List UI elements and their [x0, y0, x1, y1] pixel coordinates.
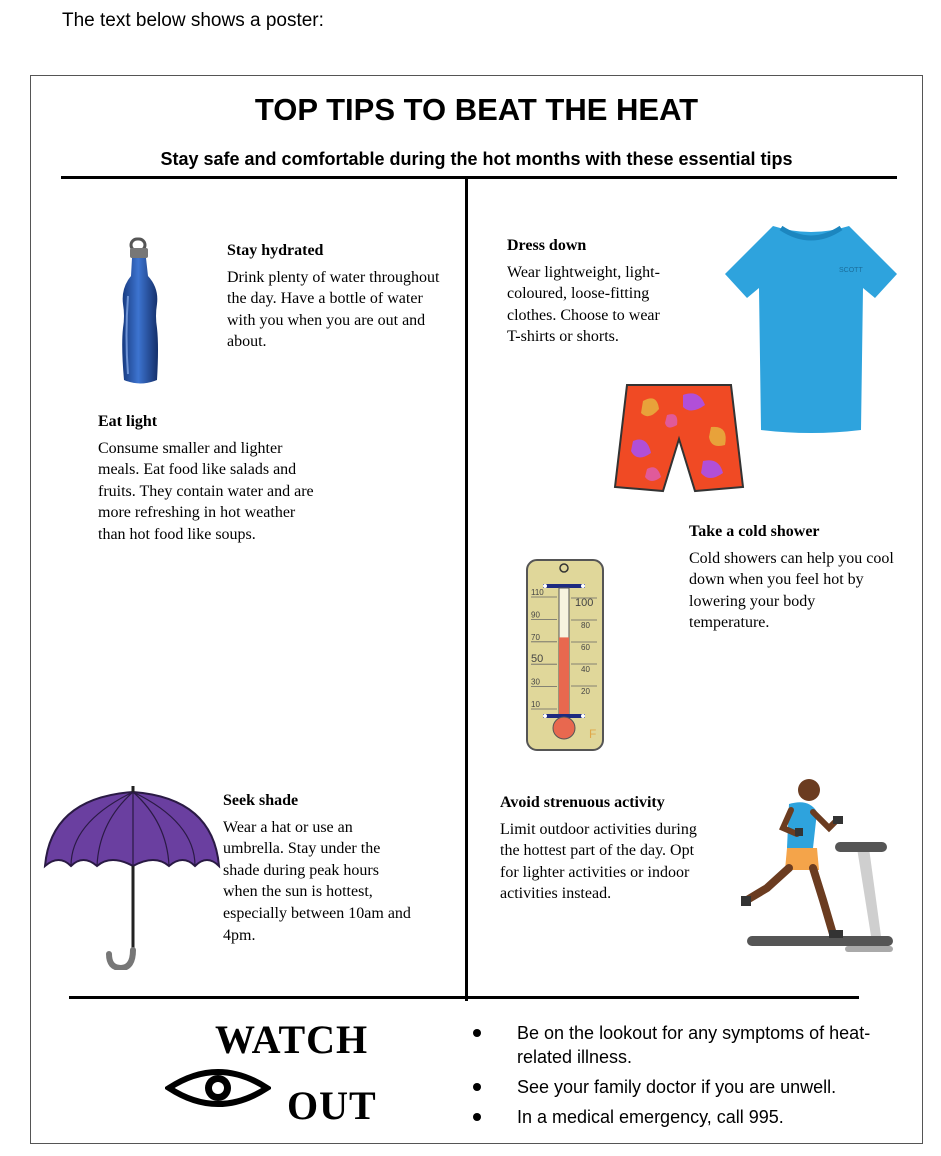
water-bottle-icon — [115, 236, 165, 388]
svg-text:SCOTT: SCOTT — [839, 267, 863, 274]
list-item: Be on the lookout for any symptoms of heat-related illness. — [469, 1021, 899, 1069]
tip-body: Wear lightweight, light-coloured, loose-fitting clothes. Choose to wear T-shirts or shorts. — [507, 263, 660, 346]
top-divider — [61, 176, 897, 179]
scale-label: 50 — [531, 653, 544, 666]
tip-title: Seek shade — [223, 792, 299, 809]
tip-dress-down — [507, 235, 667, 348]
tip-stay-hydrated — [227, 240, 442, 353]
poster — [30, 75, 923, 1144]
list-item: See your family doctor if you are unwell. — [469, 1075, 899, 1099]
out-heading: OUT — [287, 1083, 377, 1128]
runner-treadmill-icon — [737, 776, 895, 952]
watch-heading: WATCH — [215, 1017, 369, 1062]
tshirt-icon — [721, 222, 903, 436]
scale-label: 70 — [531, 632, 540, 642]
tip-title: Eat light — [98, 413, 158, 430]
tip-title: Avoid strenuous activity — [500, 794, 665, 811]
scale-label: 20 — [581, 687, 590, 696]
scale-label: 10 — [531, 700, 540, 709]
tip-body: Limit outdoor activities during the hottest part of the day. Opt for lighter activities or indoor activities instead. — [500, 820, 697, 903]
bottom-divider — [69, 996, 859, 999]
tip-eat-light — [98, 411, 323, 546]
scale-label: 40 — [581, 665, 590, 674]
poster-title: TOP TIPS TO BEAT THE HEAT — [254, 92, 699, 127]
list-item: In a medical emergency, call 995. — [469, 1105, 899, 1129]
umbrella-icon — [41, 782, 223, 970]
watch-out-list — [469, 1021, 899, 1135]
tip-title: Stay hydrated — [227, 242, 324, 259]
tip-cold-shower — [689, 521, 894, 634]
tip-body: Drink plenty of water throughout the day. Have a bottle of water with you when you are out and about. — [227, 268, 440, 351]
mercury-level — [559, 637, 569, 718]
tip-avoid-strenuous-activity — [500, 792, 700, 905]
thermometer-icon — [525, 558, 605, 752]
scale-label: 60 — [581, 643, 590, 652]
eye-icon — [165, 1064, 271, 1112]
tip-body: Cold showers can help you cool down when you feel hot by lowering your body temperature. — [689, 549, 894, 632]
scale-label: 100 — [575, 597, 594, 609]
tip-seek-shade — [223, 790, 413, 946]
scale-label: 30 — [531, 677, 540, 687]
scale-label: 110 — [531, 588, 544, 597]
poster-subtitle: Stay safe and comfortable during the hot months with these essential tips — [160, 149, 793, 169]
center-divider — [465, 179, 468, 1001]
tip-body: Consume smaller and lighter meals. Eat food like salads and fruits. They contain water and are more refreshing in hot weather than hot food like soups. — [98, 439, 314, 543]
scale-label: 80 — [581, 621, 590, 630]
thermometer-unit: F — [589, 727, 597, 741]
tip-title: Dress down — [507, 237, 587, 254]
tip-body: Wear a hat or use an umbrella. Stay under the shade during peak hours when the sun is hottest, especially between 10am and 4pm. — [223, 818, 411, 944]
intro-text: The text below shows a poster: — [62, 10, 324, 31]
tip-title: Take a cold shower — [689, 523, 820, 540]
shorts-icon — [613, 381, 745, 493]
scale-label: 90 — [531, 610, 540, 620]
